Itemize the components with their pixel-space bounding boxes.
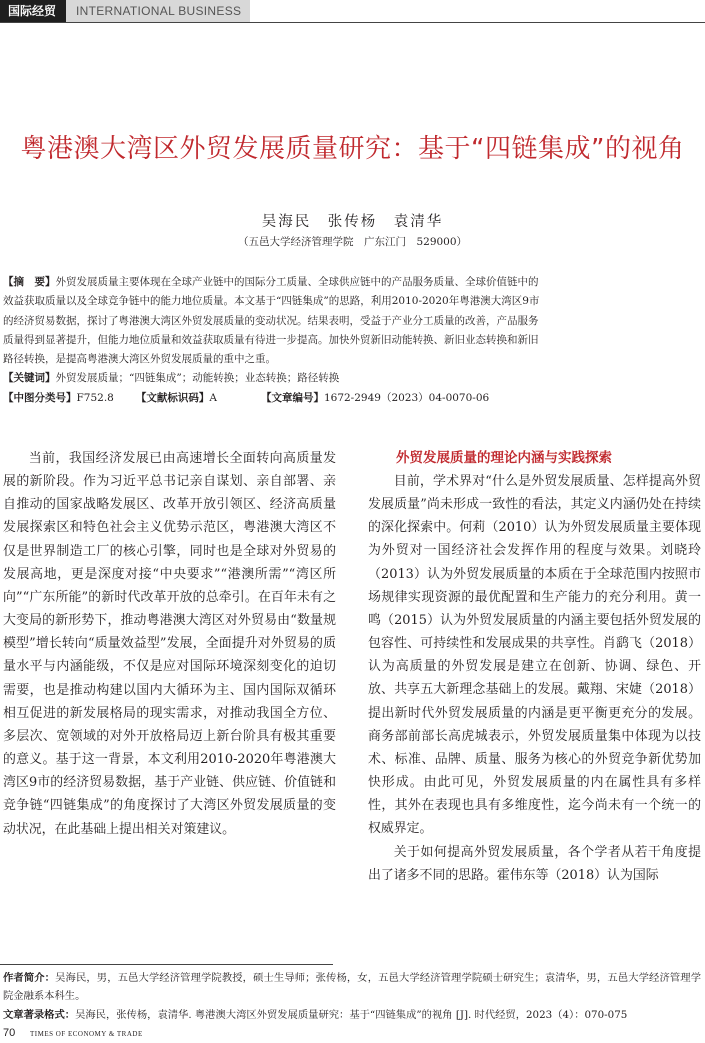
- keywords-value: 外贸发展质量；“四链集成”；动能转换；业态转换；路径转换: [55, 372, 340, 385]
- citation-footnote: [3, 1006, 701, 1024]
- header-rule: [0, 22, 705, 23]
- abstract-label: 【摘 要】: [3, 276, 56, 288]
- article-title: 粤港澳大湾区外贸发展质量研究：基于“四链集成”的视角: [20, 134, 685, 164]
- abstract-block: [3, 273, 698, 408]
- body-paragraph: 当前，我国经济发展已由高速增长全面转向高质量发展的新阶段。作为习近平总书记亲自谋划、亲自部署、亲自推动的国家战略发展区、改革开放引领区、经济高质量发展探索区和特色社会主义优势示范区，粤港澳大湾区不仅是世界制造工厂的核心引擎，同时也是全球对外贸易的发展高地，更是深度对接“中央要求”“港澳所需”“湾区所向”“广东所能”的新时代改革开放的总牵引。在百年未有之大变局的新形势下，推动粤港澳大湾区对外贸易由“数量规模型”增长转向“质量效益型”发展，全面提升对外贸易的质量水平与内涵能级，不仅是应对国际环境深刻变化的迫切需要，也是推动构建以国内大循环为主、国内国际双循环相互促进的新发展格局的现实需求，对推动我国全方位、多层次、宽领域的对外开放格局迈上新台阶具有极其重要的意义。基于这一背景，本文利用2010-2020年粤港澳大湾区9市的经济贸易数据，基于产业链、供应链、价值链和竞争链“四链集成”的角度探讨了大湾区外贸发展质量的变动状况，在此基础上提出相关对策建议。: [3, 451, 336, 837]
- citation-label: 文章著录格式：: [3, 1009, 76, 1021]
- section-tag-en: INTERNATIONAL BUSINESS: [66, 0, 250, 22]
- author-bio-label: 作者简介：: [3, 972, 56, 984]
- article-affiliation: （五邑大学经济管理学院 广东江门 529000）: [237, 236, 468, 248]
- keywords-line: [3, 369, 698, 388]
- section-heading: 外贸发展质量的理论内涵与实践探索: [396, 450, 612, 466]
- article-authors: 吴海民 张传杨 袁清华: [261, 214, 444, 230]
- body-right-column: [368, 447, 701, 887]
- abstract-line: 【摘 要】外贸发展质量主要体现在全球产业链中的国际分工质量、全球供应链中的产品服务质量、全球价值链中的: [3, 276, 539, 288]
- article-no-label: 【文章编号】: [260, 391, 324, 404]
- journal-name: TIMES OF ECONOMY & TRADE: [30, 1030, 143, 1038]
- doc-code-value: A: [209, 391, 217, 404]
- body-paragraph: 关于如何提高外贸发展质量，各个学者从若干角度提出了诸多不同的思路。霍伟东等（2018）认为国际: [368, 844, 701, 883]
- doc-code-label: 【文献标识码】: [135, 391, 210, 404]
- clc-value: F752.8: [76, 391, 114, 404]
- author-bio-text: 吴海民，男，五邑大学经济管理学院教授，硕士生导师；张传杨，女，五邑大学经济管理学院硕士研究生；袁清华，男，五邑大学经济管理学院金融系本科生。: [3, 972, 702, 1002]
- page-number: 70: [3, 1027, 16, 1039]
- footnote-rule: [0, 964, 333, 965]
- abstract-line: 质量得到显著提升，但能力地位质量和效益获取质量有待进一步提高。加快外贸新旧动能转换、新旧业态转换和新旧: [3, 333, 539, 346]
- abstract-line: 路径转换，是提高粤港澳大湾区外贸发展质量的重中之重。: [3, 353, 276, 366]
- body-paragraph: 目前，学术界对“什么是外贸发展质量、怎样提高外贸发展质量”尚未形成一致性的看法，其定义内涵仍处在持续的深化探索中。何莉（2010）认为外贸发展质量主要体现为外贸对一国经济社会发挥作用的程度与效果。刘晓玲（2013）认为外贸发展质量的本质在于全球范围内按照市场规律实现资源的最优配置和生产能力的充分利用。黄一鸣（2015）认为外贸发展质量的内涵主要包括外贸发展的包容性、可持续性和发展成果的共享性。肖鹞飞（2018）认为高质量的外贸发展是建立在创新、协调、绿色、开放、共享五大新理念基础上的发展。戴翔、宋婕（2018）提出新时代外贸发展质量的内涵是更平衡更充分的发展。商务部前部长高虎城表示，外贸发展质量集中体现为以技术、标准、品牌、质量、服务为核心的外贸竞争新优势加快形成。由此可见，外贸发展质量的内在属性具有多样性，其外在表现也具有多维度性，迄今尚未有一个统一的权威界定。: [368, 474, 701, 837]
- citation-text: 吴海民，张传杨，袁清华. 粤港澳大湾区外贸发展质量研究：基于“四链集成”的视角 [J]. 时代经贸，2023（4）：070-075: [75, 1009, 628, 1021]
- abstract-line: 效益获取质量以及全球竞争链中的能力地位质量。本文基于“四链集成”的思路，利用2010-2020年粤港澳大湾区9市: [3, 295, 540, 308]
- clc-label: 【中图分类号】: [3, 391, 77, 404]
- author-bio-footnote: [3, 969, 701, 1005]
- article-no-value: 1672-2949（2023）04-0070-06: [323, 391, 490, 404]
- keywords-label: 【关键词】: [3, 372, 56, 385]
- abstract-line: 的经济贸易数据，探讨了粤港澳大湾区外贸发展质量的变动状况。结果表明，受益于产业分工质量的改善，产品服务: [3, 314, 539, 327]
- section-header: [0, 0, 250, 22]
- body-left-column: [3, 447, 336, 841]
- classification-line: [3, 389, 698, 408]
- section-tag-cn: 国际经贸: [0, 0, 66, 22]
